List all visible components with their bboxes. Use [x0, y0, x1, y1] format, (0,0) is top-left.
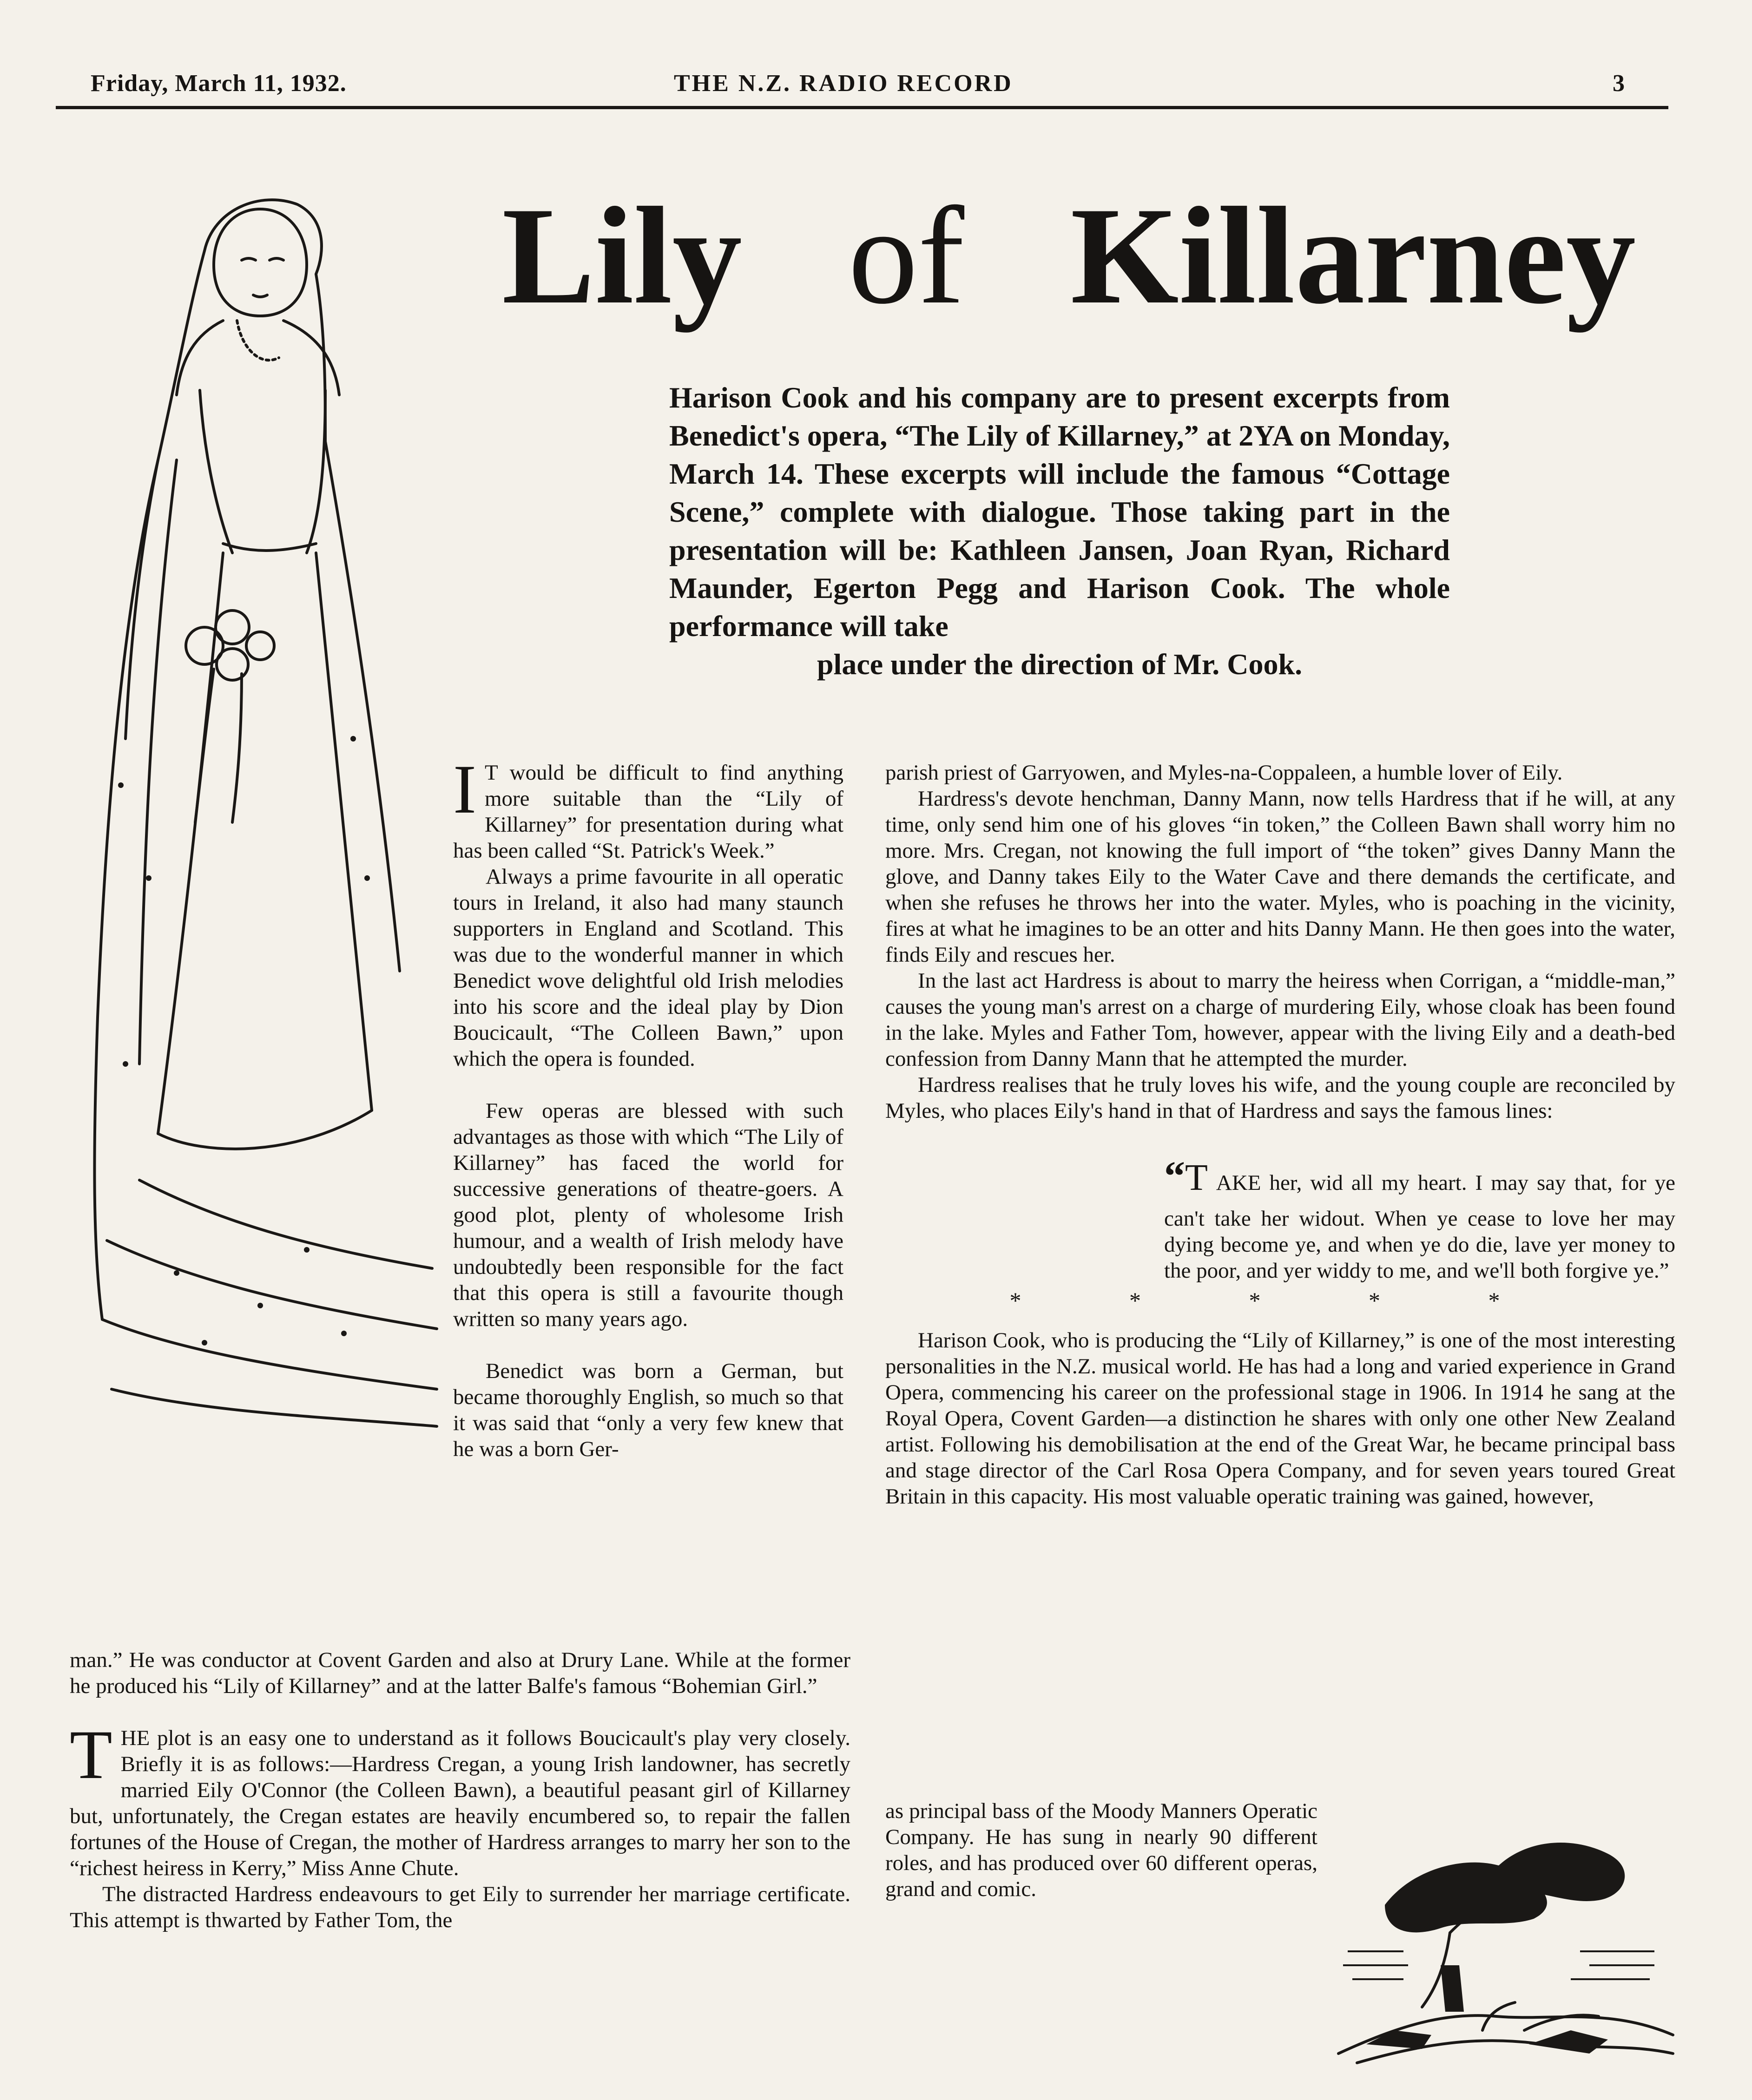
- paragraph: I T would be difficult to find anything more suitable than the “Lily of Killarney” for presentation during what has been called “St. Patrick's Week.”: [453, 751, 843, 863]
- paragraph: Benedict was born a German, but became thoroughly English, so much so that it was said that “only a very few knew that he was a born Ger-: [453, 1359, 843, 1461]
- page-number: 3: [1613, 70, 1625, 97]
- paragraph: Always a prime favourite in all operatic tours in Ireland, it also had many staunch supporters in England and Scotland. This was due to the wonderful manner in which Benedict wove delightful old Irish melodies into his score and the ideal play by Dion Boucicault, “The Colleen Bawn,” upon which the opera is founded.: [453, 865, 843, 1071]
- title-word-of: of: [848, 178, 965, 333]
- bride-illustration: [65, 181, 451, 1575]
- paragraph: The distracted Hardress endeavours to get Eily to surrender her marriage certificate. This attempt is thwarted by Father Tom, the: [70, 1882, 850, 1932]
- paragraph: Hardress's devote henchman, Danny Mann, now tells Hardress that if he will, at any time, only send him one of his gloves “in token,” the Colleen Bawn shall worry him no more. Mrs. Cregan, not knowing the full import of “the token” gives Danny Mann the glove, and Danny takes Eily to the Water Cave and there demands the certificate, and when she refuses he throws her into the water. Myles, who is poaching in the vicinity, fires at what he imagines to be an otter and hits Danny Mann. He then goes into the water, finds Eily and rescues her.: [885, 787, 1675, 967]
- article-column-2-end: [885, 1798, 1317, 1902]
- intro-text: Harison Cook and his company are to present excerpts from Benedict's opera, “The Lily of Killarney,” at 2YA on Monday, March 14. These excerpts will include the famous “Cottage Scene,” complete with dialogue. Those taking part in the presentation will be: Kathleen Jansen, Joan Ryan, Richard Maunder, Egerton Pegg and Harison Cook. The whole performance will take: [669, 381, 1450, 643]
- drop-cap: I: [453, 751, 476, 828]
- tree-landscape-illustration: [1329, 1812, 1682, 2072]
- title-word-lily: Lily: [502, 178, 742, 333]
- paragraph: Harison Cook, who is producing the “Lily of Killarney,” is one of the most interesting personalities in the N.Z. musical world. He has had a long and varied experience in Grand Opera, commencing his career on the professional stage in 1906. In 1914 he sang at the Royal Opera, Covent Garden—a distinction he shares with only one other New Zealand artist. Following his demobilisation at the end of the Great War, he became principal bass and stage director of the Carl Rosa Opera Company, and for seven years toured Great Britain in this capacity. His most valuable operatic training was gained, however,: [885, 1328, 1675, 1509]
- paragraph: parish priest of Garryowen, and Myles-na-Coppaleen, a humble lover of Eily.: [885, 761, 1563, 785]
- article-column-2: [885, 760, 1675, 1509]
- paragraph: Hardress realises that he truly loves his wife, and the young couple are reconciled by Myles, who places Eily's hand in that of Hardress and says the famous lines:: [885, 1073, 1675, 1123]
- drop-cap: T: [1185, 1157, 1208, 1198]
- issue-date: Friday, March 11, 1932.: [91, 70, 347, 97]
- article-title: [502, 158, 1636, 353]
- paragraph: as principal bass of the Moody Manners Operatic Company. He has sung in nearly 90 different roles, and has produced over 60 different operas, grand and comic.: [885, 1799, 1317, 1901]
- paragraph: THE plot is an easy one to understand as it follows Boucicault's play very closely. Briefly it is as follows:—Hardress Cregan, a young Irish landowner, has secretly married Eily O'Connor (the Colleen Bawn), a beautiful peasant girl of Killarney but, unfortunately, the Cregan estates are heavily encumbered so, to repair the fallen fortunes of the House of Cregan, the mother of Hardress arranges to marry her son to the “richest heiress in Kerry,” Miss Anne Chute.: [70, 1716, 850, 1880]
- article-column-1-lower: [70, 1647, 850, 1933]
- drop-cap: T: [70, 1716, 112, 1793]
- paragraph: man.” He was conductor at Covent Garden and also at Drury Lane. While at the former he produced his “Lily of Killarney” and at the latter Balfe's famous “Bohemian Girl.”: [70, 1648, 850, 1698]
- article-column-1: [453, 751, 843, 1462]
- section-separator: * * * * *: [1009, 1287, 1551, 1313]
- intro-paragraph: [669, 379, 1450, 683]
- title-word-killarney: Killarney: [1070, 178, 1636, 333]
- header-rule: [56, 106, 1668, 109]
- famous-quote: “T AKE her, wid all my heart. I may say that, for ye can't take her widout. When ye cease to love her may dying become ye, and when ye do die, lave yer money to the poor, and yer widdy to me, and we'll both forgive ye.”: [1164, 1153, 1675, 1283]
- paragraph: Few operas are blessed with such advantages as those with which “The Lily of Killarney” has faced the world for successive generations of theatre-goers. A good plot, plenty of wholesome Irish humour, and a wealth of Irish melody have undoubtedly been responsible for the fact that this opera is still a favourite though written so many years ago.: [453, 1099, 843, 1331]
- paragraph: In the last act Hardress is about to marry the heiress when Corrigan, a “middle-man,” causes the young man's arrest on a charge of murdering Eily, whose cloak has been found in the lake. Myles and Father Tom, however, appear with the living Eily and a death-bed confession from Danny Mann that he attempted the murder.: [885, 969, 1675, 1071]
- publication-name: THE N.Z. RADIO RECORD: [674, 70, 1013, 97]
- intro-last-line: place under the direction of Mr. Cook.: [817, 648, 1303, 681]
